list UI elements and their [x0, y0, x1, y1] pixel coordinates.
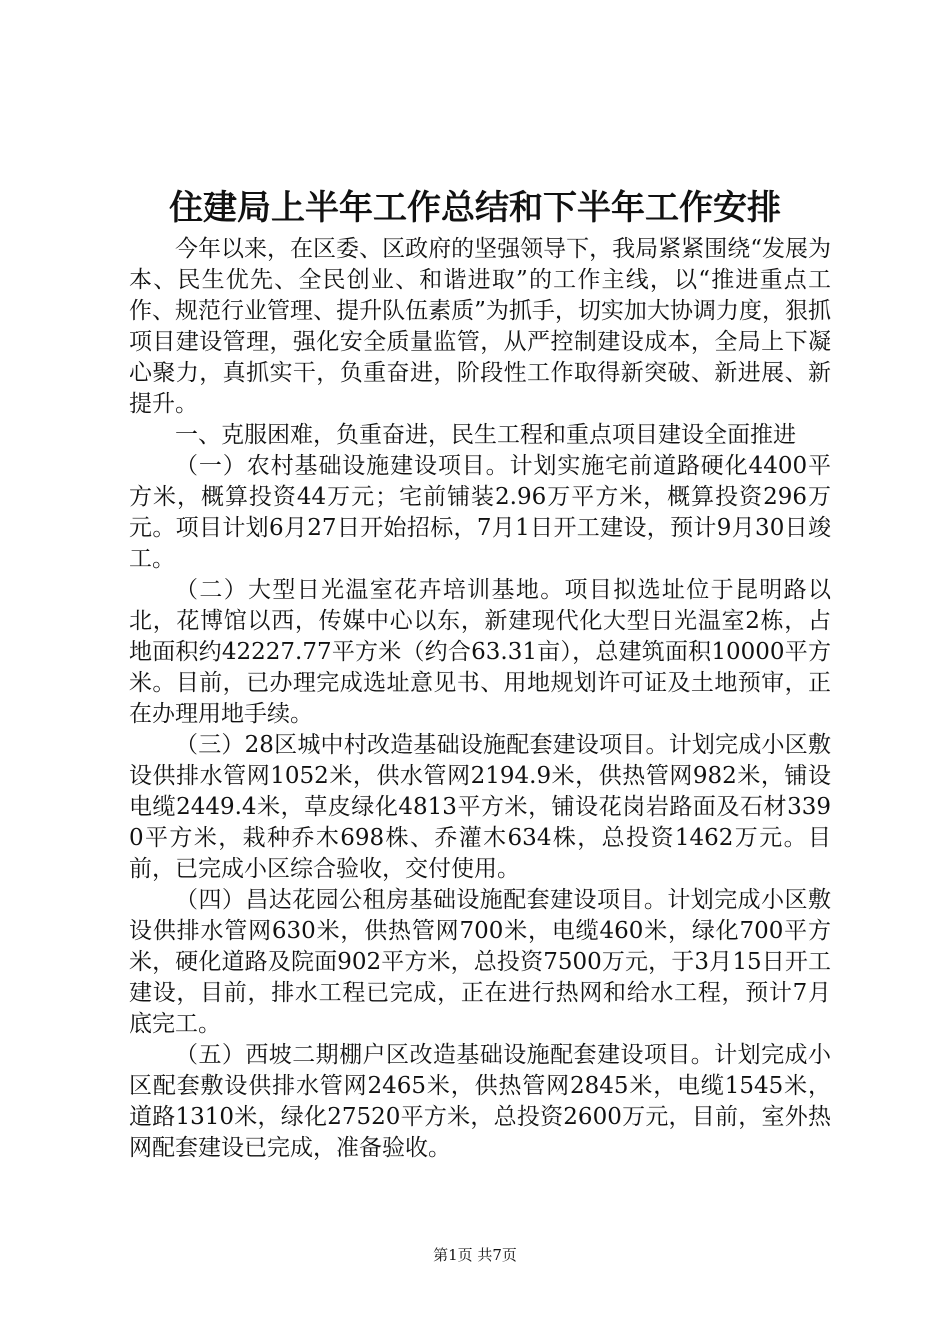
item-paragraph-1: （一）农村基础设施建设项目。计划实施宅前道路硬化4400平方米，概算投资44万元；宅前铺装2.96万平方米，概算投资296万元。项目计划6月27日开始招标，7月1日开工建设，预计9月30日竣工。 [129, 453, 831, 572]
item-paragraph-5: （五）西坡二期棚户区改造基础设施配套建设项目。计划完成小区配套敷设供排水管网2465米，供热管网2845米，电缆1545米，道路1310米，绿化27520平方米，总投资2600万元，目前，室外热网配套建设已完成，准备验收。 [129, 1042, 831, 1161]
page-number-footer: 第1页 共7页 [433, 1246, 517, 1264]
intro-paragraph: 今年以来，在区委、区政府的坚强领导下，我局紧紧围绕“发展为本、民生优先、全民创业、和谐进取”的工作主线，以“推进重点工作、规范行业管理、提升队伍素质”为抓手，切实加大协调力度，狠抓项目建设管理，强化安全质量监管，从严控制建设成本，全局上下凝心聚力，真抓实干，负重奋进，阶段性工作取得新突破、新进展、新提升。 [129, 236, 831, 417]
section-heading-1: 一、克服困难，负重奋进，民生工程和重点项目建设全面推进 [175, 422, 796, 448]
item-paragraph-4: （四）昌达花园公租房基础设施配套建设项目。计划完成小区敷设供排水管网630米，供热管网700米，电缆460米，绿化700平方米，硬化道路及院面902平方米，总投资7500万元，于3月15日开工建设，目前，排水工程已完成，正在进行热网和给水工程，预计7月底完工。 [129, 887, 831, 1037]
item-paragraph-2: （二）大型日光温室花卉培训基地。项目拟选址位于昆明路以北，花博馆以西，传媒中心以东，新建现代化大型日光温室2栋，占地面积约42227.77平方米（约合63.31亩），总建筑面积10000平方米。目前，已办理完成选址意见书、用地规划许可证及土地预审，正在办理用地手续。 [129, 577, 831, 727]
item-paragraph-3: （三）28区城中村改造基础设施配套建设项目。计划完成小区敷设供排水管网1052米，供水管网2194.9米，供热管网982米，铺设电缆2449.4米，草皮绿化4813平方米，铺设花岗岩路面及石材3390平方米，栽种乔木698株、乔灌木634株，总投资1462万元。目前，已完成小区综合验收，交付使用。 [129, 732, 831, 882]
document-title: 住建局上半年工作总结和下半年工作安排 [169, 188, 781, 228]
document-body [129, 234, 831, 1164]
